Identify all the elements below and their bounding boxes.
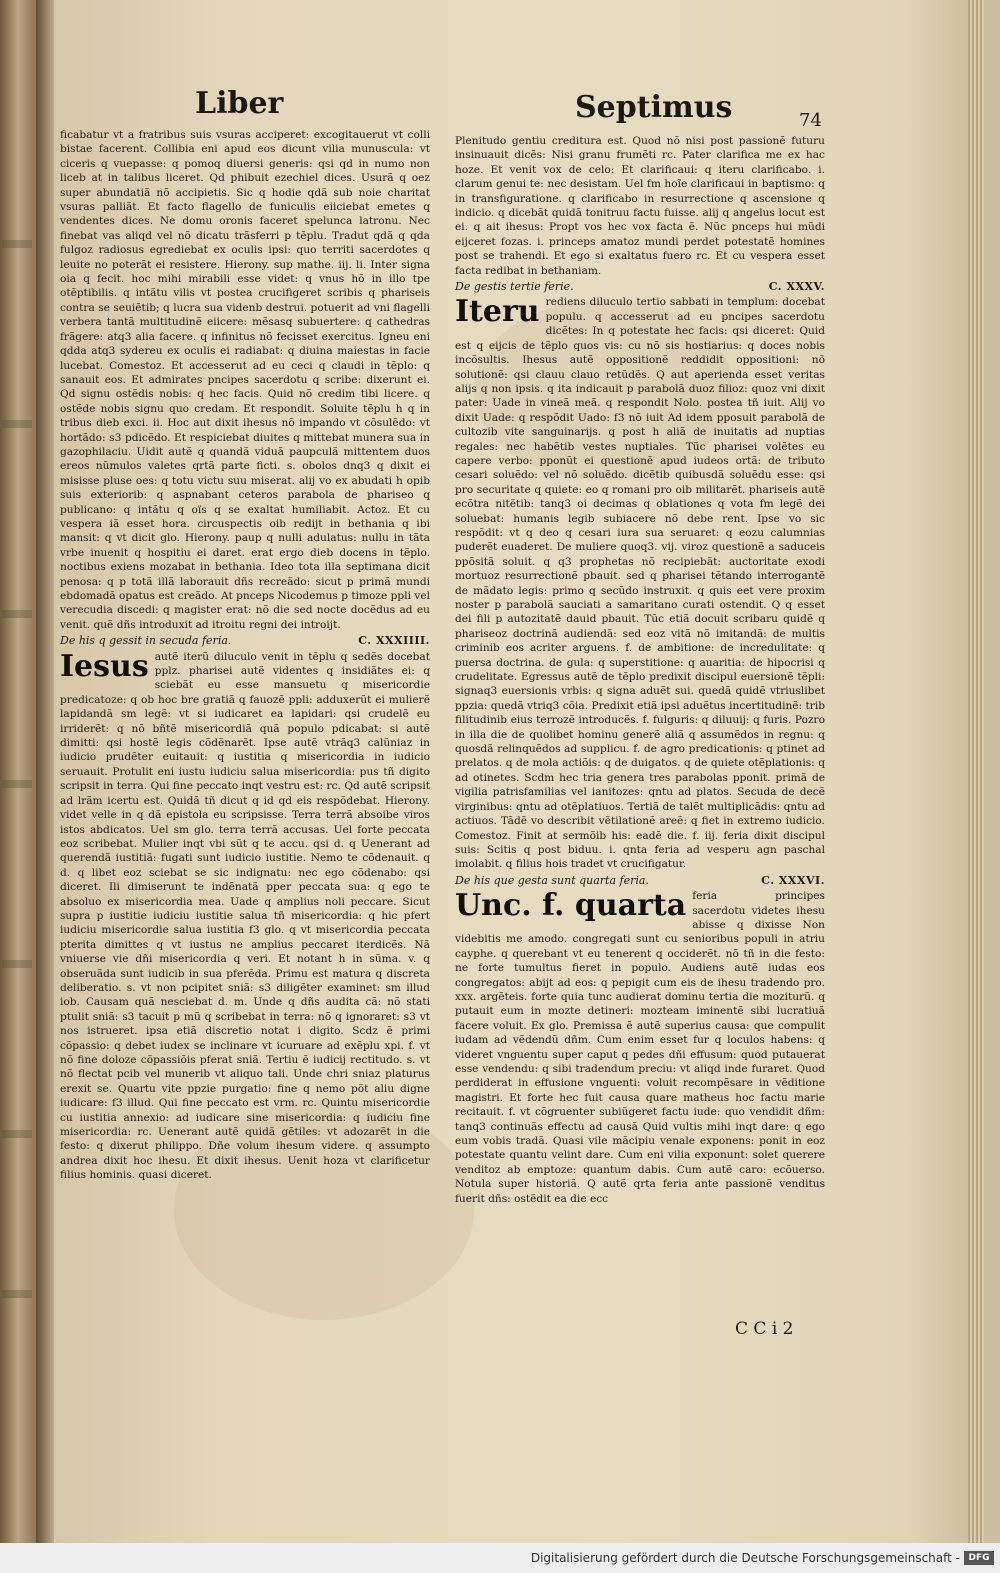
section-rubric: De his que gesta sunt quarta feria. [455,873,649,887]
chapter-number: C. XXXVI. [761,873,825,887]
folio-number: 74 [799,110,822,131]
funding-notice: Digitalisierung gefördert durch die Deutsche Forschungsgemeinschaft - [530,1551,960,1565]
section-heading [455,874,825,888]
dfg-logo: DFG [964,1551,994,1565]
section-heading [60,634,430,648]
left-column [60,128,430,1183]
section-heading [455,280,825,294]
right-paragraph-3: feria principes sacerdotu videtes ihesu abisse q dixisse Non videbitis me amodo. congregati sunt cu senioribus populi in atriu cayphe. q querebant vt eu tenerent q occiderẽt. nõ tñ in die festo: ne forte tumultus fieret in populo. Audiens autẽ iudas eos congregatos: abijt ad eos: q pepigit cum eis de ihesu tradendo pro. xxx. argẽteis. forte quia tunc audierat dominu tertia die moziturũ. q putauit eum in mozte detineri: mozteam iminentẽ sibi lucratiuã facere voluit. Ex glo. Premissa ẽ autẽ superius causa: que compulit iudam ad vẽdendũ dñm. Cum enim esset fur q loculos habens: q videret vnguentu super caput q pedes dñi effusum: quod putauerat esse vendendu: q sibi tradendum preciu: vt aliqd inde furaret. Quod perdiderat in effusione vnguenti: voluit recompẽsare in vẽditione magistri. Et forte hec fuit causa quare matheus hoc factu marie recitauit. f. vt cõgruenter subiũgeret factu iude: quo vendidit dñm: tanq3 continuãs effectu ad causã Quid vultis mihi inqt dare: q ego eum vobis tradã. Quasi vile mãcipiu venale exponens: ponit in eoz potestate quantu velint dare. Cum eni vilia exponunt: solet querere venditoz ab emptoze: quantum dabis. Cum autẽ caro: ecõuerso. Notula super historiã. Q autẽ qrta feria ante passionẽ venditus fuerit dñs: ostẽdit ea die ecc [455,890,825,1205]
section-rubric: De his q gessit in secuda feria. [60,634,232,648]
initial-word: Iesus [60,648,149,684]
left-paragraph-1: ficabatur vt a fratribus suis vsuras acciperet: excogitauerut vt colli bistae facerent. Collibia eni apud eos dicunt vilia munuscula: vt ciceris q vuepasse: q pomoq diuersi generis: qsi qd in numo non liceb at in talibus liceret. Qd phibuit ezechiel dices. Usurã q oez super abundatiã nõ accipietis. Sic q hodie qdã sub noie charitat vsuras palliãt. Et facto flagello de funiculis eiiciebat emetes q vendentes dices. Ne domu oronis faceret spelunca latronu. Nec finebat vas aliqd vel nõ dicatu trãsferri p tẽplu. Tradut qdã q qda fulgoz radiosus egrediebat ex oculis ipsi: quo territi sacerdotes q leuite no poterãt ei resistere. Hierony. sup mathe. iij. li. Inter signa oia q fecit. hoc mihi mirabili esse videt: q vnus hõ in illo tpe otẽptibilis. q intãtu vilis vt postea crucifigeret scribis q phariseis contra se seuiẽtib; q lucra sua videnb destrui. potuerit ad vni flagelli verbera tantã multitudinẽ eiicere: mẽsasq subuertere: q cathedras frãgere: atq3 alia facere. q infinitus nõ fecisset exercitus. Igneu eni qdda atq3 sydereu ex oculis ei radiabat: q diuina maiestas in facie lucebat. Comestoz. Et accesserut ad eu ceci q claudi in tẽplo: q sanauit eos. Et admirates pncipes sacerdotu q scribe: dixerunt ei. Qd signu ostẽdis nobis: q hec facis. Quid nõ credim tibi licere. q ostẽde nobis signu quo credam. Et respondit. Soluite tẽplu h q in tribus dieb exci. ii. Hoc aut dixit ihesus nõ impando vt cõsulẽdo: vt hortãdo: s3 pdicẽdo. Et respiciebat diuites q mittebat munera sua in gazophilaciu. Uidit autẽ q quandã viduã paupculã mittentem duos ereos nũmulos valetes qrtã parte ficti. s. obolos dnq3 q dixit ei misisse pluse oes: q totu victu suu miserat. alij vo ex abudati h opib suis exteriorib: q aspnabant ceteros parabola de phariseo q publicano: q intãtu q oïs q se exaltat humiliabit. Actoz. Et cu vespera iã esset hora. circuspectis oib redijt in bethania q ibi mansit: q vt dicit glo. Hierony. paup q nulli adulatus: nullu in tãta vrbe inuenit q hospitiu ei daret. erat ergo dieb docens in tẽplo. noctibus exiens mozabat in bethania. Ideo tota illa septimana dicit penosa: q p totã illã laborauit dñs recreãdo: sicut p primã mundi ebdomadã opatus est creãdo. At pnceps Nicodemus p timoze ppli vel verecudia discedi: q magister erat: nõ die sed nocte docẽdus ad eu venit. quẽ dñs introduxit ad itroitu regni dei introijt. [60,129,430,631]
book-gutter [36,0,54,1543]
running-head-right: Septimus [575,90,733,125]
chapter-number: C. XXXV. [768,280,825,294]
running-head-left: Liber [195,86,284,121]
footer-bar [0,1543,1000,1573]
right-paragraph-1: Plenitudo gentiu creditura est. Quod nõ nisi post passionẽ futuru insinuauit dicẽs: Nisi granu frumẽti rc. Pater clarifica me ex hac hoze. Et venit vox de celo: Et clarificaui: q iteru clarificabo. i. clarum genui te: nec desistam. Uel fm hoĩe clarificaui in baptismo: q in transfiguratione. q clarificabo in resurrectione q ascensione q indicio. q dicebãt quidã tonitruu factu fuisse. alij q angelus locut est ei. q ait ihesus: Propt vos hec vox facta ẽ. Nũc pnceps hui mũdi eijceret fozas. i. princeps amatoz mundi perdet potestatẽ homines post se trahendi. Et ego si exaltatus fuero rc. Et cu vespera esset facta redibat in bethaniam. [455,135,825,277]
facing-page-edge [0,0,36,1543]
page-fore-edge [968,0,984,1543]
section-rubric: De gestis tertie ferie. [455,280,574,294]
right-column [455,134,825,1206]
initial-word: Iteru [455,294,540,330]
right-paragraph-2: rediens diluculo tertio sabbati in templum: docebat populu. q accesserut ad eu pncipes sacerdotu dicẽtes: In q potestate hec facis: qsi diceret: Quid est q eijcis de tẽplo quos vis: cu nõ sis hostiarius: q doces nobis incõsultis. Ihesus autẽ oppositionẽ reddidit oppositioni: nõ solutionẽ: qsi clauu clauo retũdẽs. Q aut aperienda esset veritas alijs q non ipsis. q ita indicauit p parabolã duoz filioz: quoz vni dixit pater: Uade in vineã meã. q respondit Nolo. postea tñ iuit. Alij vo dixit Uade: q respõdit Uado: f3 nõ iuit Ad idem pposuit parabolã de cultozib vite sanguinarijs. q post h aliã de inuitatis ad nuptias regales: nec habẽtib vestes nuptiales. Tũc pharisei volẽtes eu capere verbo: pponũt ei questionẽ apud iudeos ortã: de tributo cesari soluẽdo: vel nõ soluẽdo. dicẽtib quibusdã soluẽdu esse: qsi pro securitate q quiete: eo q romani pro oib militarẽt. phariseis autẽ ecõtra nitẽtib: tanq3 oi decimas q oblationes q vota fm legẽ dei soluebat: humanis legib subiacere nõ debe rent. Ipse vo sic respõdit: vt q deo q cesari iura sua seruaret: q eozu calumnias puderẽt euaderet. De muliere quoq3. vij. viroz questionẽ a saduceis ppõsitã soluit. q q3 prophetas nõ recipiebãt: auctoritate exodi mortuoz resurrectionẽ pbauit. sed q pharisei tẽtando interrogantẽ de mãdato legis: primo q secũdo instruxit. q quis eet vere proxim noster p parabolã sauciati a samaritano curati ostendit. Q q esset dei fili p autozitatẽ dauid pbauit. Tũc etiã docuit scribaru quidẽ q phariseoz doctrinã audiendã: sed eoz vitã nõ imitandã: de multis criminib eos acriter arguens. f. de ambitione: de incredulitate: q puersa doctrina. de gula: q superstitione: q auaritia: de hipocrisi q crudelitate. Egressus autẽ de tẽplo predixit discipul euersionẽ tẽpli: signaq3 euersionis vrbis: q signa aduẽt sui. quedã quidẽ vtriuslibet ppzia: quedã vtriq3 cõia. Predixit etiã ipsi aduẽtus incertitudinẽ: trib filitudinib eius terrozẽ introducẽs. f. fulguris: q diluuij: q furis. Pozro in illa die de quolibet hominu generẽ aliã q assumẽdos in regnu: q quosdã relinquẽdos ad supplicu. f. de agro predicationis: q ptinet ad prelatos. q de mola actiõis: q de duigatos. q de quiete otẽplationis: q ad otinetes. Scdm hec tria genera tres parabolas pponit. primã de vigilia patrisfamilias vel ianitozes: qntu ad platos. Secuda de decẽ virginibus: qntu ad otẽplatiuos. Tertiã de talẽt multiplicãdis: qntu ad actiuos. Tãdẽ vo describit vẽtilationẽ areẽ: q fiet in extremo iudicio. Comestoz. Finit at sermõib his: eadẽ die. f. iij. feria dixit discipul suis: Scitis q post biduu. i. qnta feria ad vesperu agn paschal imolabit. q filius hois tradet vt crucifigatur. [455,296,826,871]
initial-word: Unc. f. quarta [455,888,687,924]
chapter-number: C. XXXIIII. [358,634,430,648]
left-paragraph-2: autẽ iterũ diluculo venit in tẽplu q sedẽs docebat pplz. pharisei autẽ videntes q insidiãtes ei: q sciebãt eu esse mansuetu q misericordie predicatoze: q ob hoc bre gratiã q fauozẽ ppli: adduxerũt ei mulierẽ lapidandã sm legẽ: vt si iudicaret ea lapidari: qsi crudelẽ eu irriderẽt: q nõ bñtẽ misericordiã quã populo pdicabat: si autẽ dimitti: qsi hostẽ legis cõdẽnarẽt. Ipse autẽ vtrãq3 calũniaz in iudicio prudẽter euitauit: q iustitia q misericordia in iudicio seruauit. Protulit eni iustu iudiciu salua misericordia: pus tñ digito scripsit in terra. Qui fine peccato inqt vestru est: rc. Qd autẽ scripsit ad lrãm icertu est. Quidã tñ dicut q id qd eis respõdebat. Hierony. videt velle in q dã epistola eu scripsisse. Terra terrã absoibe viros istos abdicatos. Uel sm glo. terra terrã accusas. Uel forte peccata eoz scribebat. Mulier inqt vbi sũt q te accu. qsi d. q Uenerant ad querendã iustitiã: fugati sunt iudicio iustitie. Nemo te cõdenauit. q d. q libet eoz sciebat se sic indignatu: nec ego cõdenabo: qsi diceret. Ili dimiserunt te indẽnatã pper peccata sua: q ego te absoluo ex misericordia mea. Uade q amplius noli peccare. Sicut supra p iustitie iudiciu iustitie salua tñ misericordia: q hic pfert iudiciu misericordie salua iustitia f3 glo. q vt misericordia peccata pterita dimittes q vt iustus ne amplius peccaret iterdicẽs. Nã vniuerse vie dñi misericordia q veri. Et notant h in sũma. v. q obseruãda sunt iudicib in sua pferẽda. Primu est matura q discreta deliberatio. s. vt non pcipitet sniã: s3 diligẽter examinet: sm illud iob. Causam quã nesciebat d. m. Unde q dñs audita cã: nõ stati ptulit sniã: s3 tacuit p mũ q scribebat in terra: nõ q ignoraret: s3 vt nos istrueret. ipsa etiã discretio notat i digito. Scdz ẽ primi cõpassio: q debet iudex se inclinare vt icuruare ad exẽplu xpi. f. vt nõ fine doloze cõpassiõis pferat sniã. Tertiu ẽ iudicij rectitudo. s. vt nõ flectat pcib vel munerib vt aliquo tali. Unde chri sniaz platurus erexit se. Quartu vite ppzie purgatio: fine q nemo põt aliu digne iudicare: f3 illud. Qui fine peccato est vrm. rc. Quintu misericordie cu iustitia annexio: ad iudicare sine misericordia: q iudiciu fine misericordia: rc. Uenerant autẽ quidã gẽtiles: vt adozarẽt in die festo: q dixerut philippo. Dñe volum ihesum videre. q assumpto andrea dixit hoc ihesu. Et dixit ihesus. Uenit hoza vt clarificetur filius hominis. quasi diceret. [60,650,430,1182]
signature-mark: C C i 2 [735,1319,794,1339]
